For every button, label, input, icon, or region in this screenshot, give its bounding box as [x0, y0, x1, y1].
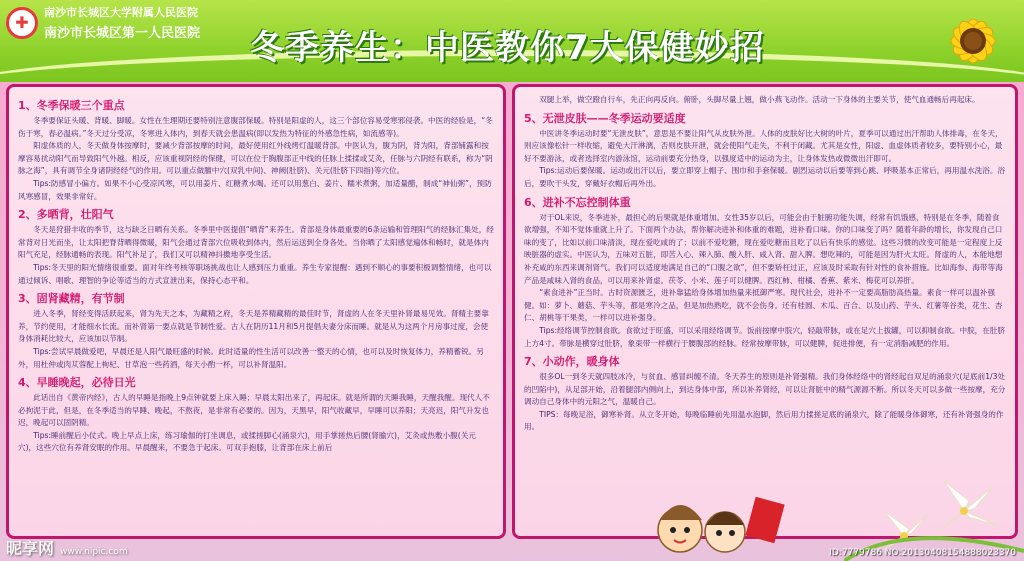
lily-flowers-decoration — [844, 451, 1024, 561]
hospital-name-primary: 南沙市长城区大学附属人民医院 — [44, 6, 198, 19]
hospital-logo-icon: ✚ — [6, 7, 38, 39]
left-content-panel — [6, 84, 506, 539]
section-paragraph: “素食进补”正当时。古时资源匮乏，进补靠猛给身体增加热量来抵御严寒。现代社会，进补不一定要高脂肪高热量。素食一样可以温补强健。如：萝卜、蘑菇、芋头等，都是寒冷之品，但是加热熟吃，就不会伤身。还有桂圆、木瓜、百合、以及山药、芋头、红薯等谷类，花生、杏仁、胡桃等干果类，一样可以进补强身。 — [524, 288, 1003, 323]
watermark-site-url: www.nipic.com — [60, 547, 128, 557]
section-paragraph: Tips:运动后要保暖。运动或出汗以后，要立即穿上帽子、围巾和手套保暖。剧烈运动以后要等到心跳、呼吸基本正常后，再用温水洗浴。浴后，要吹干头发，穿戴好衣帽后再外出。 — [524, 166, 1006, 188]
page-title: 冬季养生：中医教你7大保健妙招 — [250, 28, 765, 68]
section-title: 1、冬季保暖三个重点 — [18, 99, 125, 112]
section-title: 2、多晒背，壮阳气 — [18, 208, 114, 222]
section-paragraph: TIPS：每晚足浴，御寒补肾。从立冬开始，每晚临睡前先用温水泡脚，然后用力揉搓足底的涌泉穴，除了能暖身体御寒，还有补肾强身的作用。 — [524, 409, 1004, 432]
section-paragraph: 进入冬季，肾经变得活跃起来，肾为先天之本，为藏精之府，冬天是养精藏精的最佳时节，肾虚的人在冬天里补肾最易见效。肾精主要靠养，节约使用，才能细水长流。而补肾第一要点就是节制性爱。古人在阴历11月和5月提倡夫妻分床而睡。就是从为这两个月房事过度，会使身体消耗比较大，应该加以节制。 — [18, 309, 489, 344]
section-paragraph: 很多OL一到冬天就四肢冰冷，与贫血、感冒纠缠不清。冬天养生的原则是补肾强精。我们身体经络中的肾经起自双足的涌泉穴(足底前1/3处的凹陷中)，从足部开始，沿着腿部内侧向上，到达身体中部，所以补养肾经，可以让肾脏中的精气源源不断。所以冬天可以多做一些按摩，充分调动自己身体中的元阳之气，温暖自己。 — [524, 372, 1006, 407]
section-paragraph: Tips:冬天里的阳光情绪很重要。面对年终考核等职场挑战也让人感到压力重重。养生专家提醒：遇到不顺心的事要积极调整情绪，也可以通过倾诉、唱歌、理智的争论等适当的方式宣泄出来，保持心态平和。 — [18, 262, 492, 285]
watermark-id: ID:7779786 NO:20130408154888023370 — [829, 548, 1016, 558]
section-title: 5、无泄皮肤——冬季运动要适度 — [524, 111, 686, 125]
header-banner — [0, 0, 1024, 82]
section-paragraph: 双腿上举，做空蹬自行车，先正向再反向。俯卧，头脚尽量上翘，做小燕飞动作。活动一下身体的主要关节，使气血通畅后再起床。 — [539, 95, 980, 104]
hospital-identity — [6, 4, 200, 41]
section-paragraph: Tips:睡前醒后小仗式。晚上早点上床，练习瑜伽的打坐调息，或揉搓脚心(涌泉穴)，用手掌搓热后腰(肾腧穴)，艾灸或热敷小腹(关元穴)，这些穴位有养肾安眠的作用。早晨醒来，不要急于起床。可双手抱膝，让背部在床上前后 — [18, 430, 476, 453]
section-paragraph: 对于OL来说，冬季进补，最担心的后果就是体重增加。女性35岁以后，可能会由于脏腑功能失调，经常有饥饿感，特别是在冬季，随着食欲增强，不知不觉体重就上升了。下面两个办法，帮你解决进补和体重的难题，进补看口味。你的口味变了吗？随着年龄的增长，你发现自己口味的变了，比如以前口味清淡，现在爱吃咸的了；以前不爱吃糖，现在爱吃糖而且吃了以后有快乐的感觉。这些习惯的改变可能是一定程度上反映脏器的虚实。中医认为，五味对五脏，即苦入心、辣入肺、酸入肝、咸入肾、甜入脾。想吃辣的，可能是因为肝火太旺。肾虚的人，本能地想补充咸的东西来调剂肾气。我们可以适度地满足自己的“口腹之欲”，但不要矫枉过正，应该及时采取有针对性的食补措施。比如海参、海带等海产品是咸味入肾的食品，可以用来补肾虚。茯苓、小米、莲子可以健脾。西红柿、柑橘、香蕉、紫米、梅花可以养肝。 — [524, 212, 1003, 285]
section-title: 3、固肾藏精，有节制 — [18, 292, 125, 306]
section-paragraph: 中医讲冬季运动时要“无泄皮肤”，意思是不要让阳气从皮肤外泄。人体的皮肤好比大树的叶片，夏季可以通过出汗帮助人体排毒，在冬天，则应该像松针一样收缩，避免大汗淋漓，否则皮肤开泄，就会使阳气走失，不利于闭藏。尤其是女性，阳虚、血虚体质者较多，要特别小心，最好不要游泳，或者选择室内游泳馆，运动前要充分热身，以强度适中的运动为主，让身体发热或微微出汗即可。 — [524, 128, 1003, 163]
section-paragraph: Tips:经络调节控制食欲。食欲过于旺盛，可以采用经络调节。饭前按摩中脘穴，轻敲带脉，或在足穴上拔罐，可以抑制食欲。中脘，在肚脐上方4寸。带脉是横穿过肚脐，象束带一样横行于腰腹部的经脉。经常按摩带脉，可以健脾，促进排便，有一定消脂减肥的作用。 — [524, 325, 1006, 348]
section-title: 7、小动作，暖身体 — [524, 355, 620, 369]
section-title: 6、进补不忘控制体重 — [524, 195, 631, 209]
section-title: 4、早睡晚起，必待日光 — [18, 376, 136, 390]
watermark-site-name: 昵享网 www.nipic.com — [6, 539, 128, 558]
section-paragraph: Tips:防感冒小偏方。如果不小心受凉风寒，可以用姜片、红糖煮水喝。还可以用葱白、姜片、糯米煮粥，加适量醋，制成“神仙粥”，预防风寒感冒，效果非常好。 — [18, 178, 492, 201]
mascot-illustration — [640, 470, 790, 561]
section-paragraph: 阳虚体质的人，冬天做身体按摩时，要减少背部按摩的时间，最好使用红外线烤灯温暖背部。中医认为，腹为阴，背为阳，背部铺露和按摩容易扰动阳气而导致阳气外越。相反，应该重视阴经的保健，可以在位于胸腹部正中线的任脉上揉揉或艾灸，任脉与六阴经有联系，称为“阴脉之海”，具有调节全身诸阴经经气的作用。可以重点做膻中穴(双乳中间)、神阙(肚脐)、关元(肚脐下四指)等穴位。 — [18, 141, 493, 176]
sunflower-icon — [932, 0, 1014, 82]
section-paragraph: 此话出自《黄帝内经》，古人的早睡是指晚上9点钟就要上床入睡；早晨太阳出来了，再起床。就是所谓的天睡我睡，天醒我醒。现代人不必拘泥于此，但是，在冬季适当的早睡、晚起，不熬夜，是非常有必要的。因为，天黑早，阳气收藏早，早睡可以养阳；天亮迟，阳气升发也迟，晚起可以固阴精。 — [18, 393, 490, 428]
section-paragraph: Tips:尝试早晨做爱吧，早晨还是人阳气最旺盛的时候。此时适量的性生活可以改善一整天的心情，也可以及时恢复体力，养精蓄锐。另外，用杜仲或肉苁蓉配上枸杞、甘草泡一些药酒，每天小酌一杯，可以补肾温阳。 — [18, 346, 484, 369]
section-paragraph: 冬天是狩猎丰收的季节，这与缺乏日晒有关系。冬季里中医提倡“晒背”来养生。背部是身体最重要的6条运输和管理阳气的经脉汇集处，经常背对日光而坐，让太阳把脊背晒得微暖，阳气会通过背部穴位吸收到体内，然后运送到全身各处。当你晒了太阳感觉遍体和畅时，就是体内阳气充足，经脉通畅的表现。阳气补足了，我们又可以精神抖擞地享受生活。 — [18, 225, 494, 260]
section-paragraph: 冬季要保证头暖、背暖、脚暖。女性在生理期还要特别注意腹部保暖。特别是阳虚的人，这三个部位容易受寒邪侵袭。中医的经验是，“冬伤于寒，春必温病。”冬天过分受凉，冬寒进入体内，到春天就会患温病(即以发热为特征的外感急性病，如流感等)。 — [18, 116, 493, 138]
hospital-name-secondary: 南沙市长城区第一人民医院 — [44, 26, 201, 41]
